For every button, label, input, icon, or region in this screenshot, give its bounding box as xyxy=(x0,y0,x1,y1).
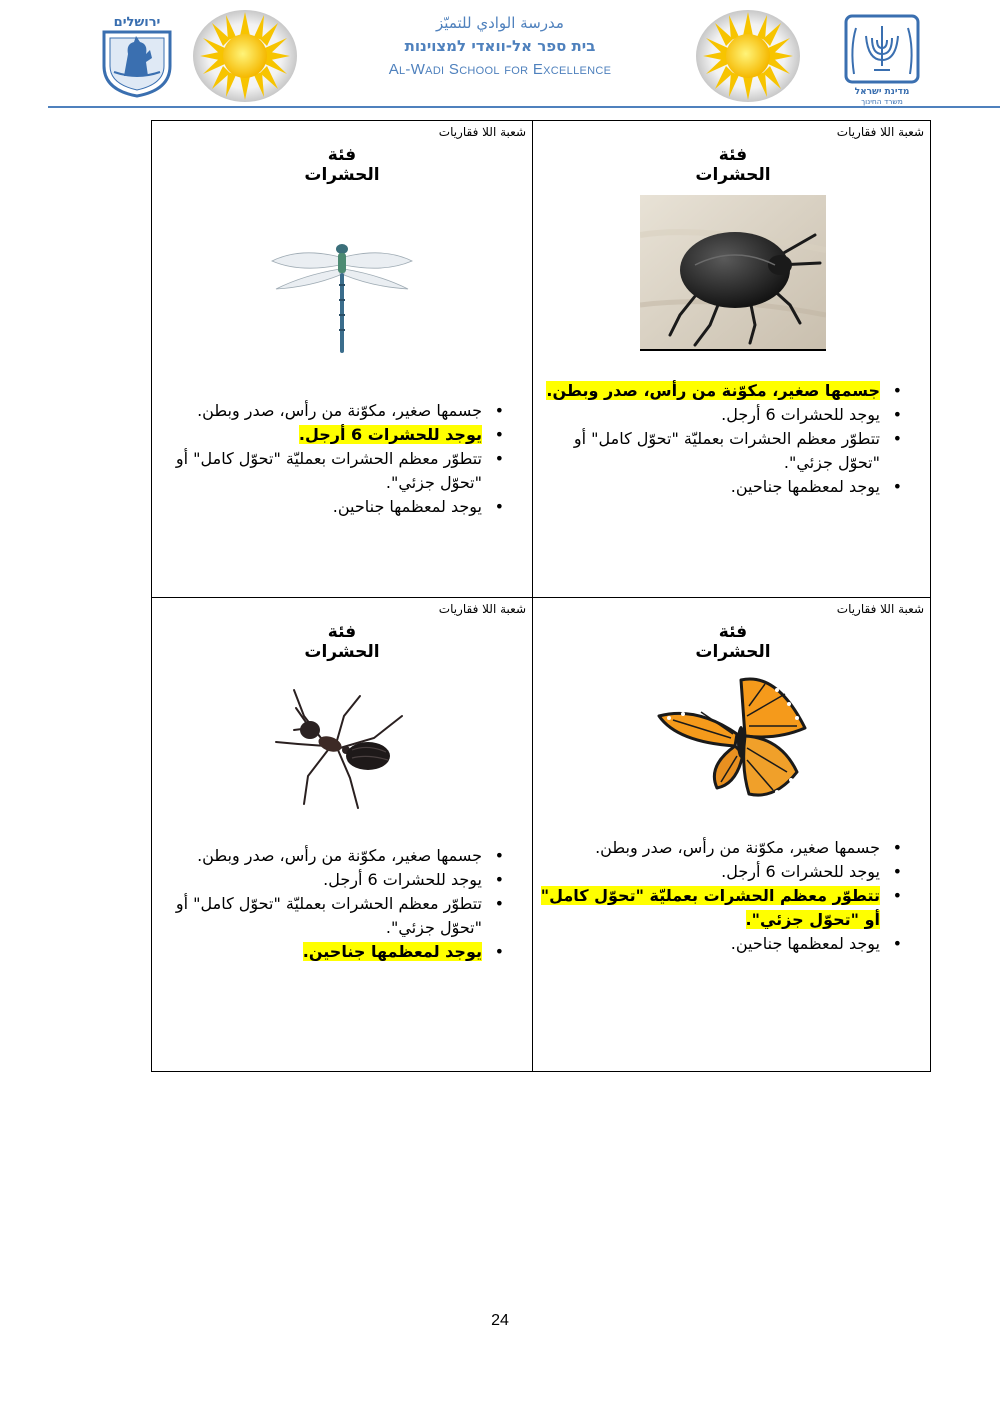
emblem-text-ministry: משרד החינוך xyxy=(861,97,903,106)
fact-item: • يوجد للحشرات 6 أرجل. xyxy=(170,868,500,892)
facts-list xyxy=(528,379,920,499)
beetle-image xyxy=(640,195,826,355)
class-title: فئة الحشرات xyxy=(304,622,380,662)
facts-list xyxy=(170,844,522,964)
header-divider xyxy=(48,106,1000,108)
school-name-arabic: مدرسة الوادي للتميّز xyxy=(436,14,564,32)
state-emblem-icon xyxy=(840,14,924,106)
card-beetle xyxy=(532,121,930,597)
card-dragonfly xyxy=(152,121,532,597)
school-name-english: Al-Wadi School for Excellence xyxy=(388,61,612,78)
school-name-hebrew: בית ספר אל-וואדי למצוינות xyxy=(404,37,596,55)
butterfly-image xyxy=(657,676,807,802)
page-number: 24 xyxy=(491,1312,509,1329)
fact-item: • يوجد لمعظمها جناحين. xyxy=(528,475,898,499)
jerusalem-logo-text: ירושלים xyxy=(113,15,161,30)
fact-item: • يوجد للحشرات 6 أرجل. xyxy=(528,403,898,427)
fact-item: • تتطوّر معظم الحشرات بعمليّة "تحوّل كامل" أو "تحوّل جزئي". xyxy=(170,892,500,940)
phylum-label: شعبة اللا فقاريات xyxy=(836,125,924,139)
school-name-block xyxy=(340,14,660,78)
emblem-text-state: מדינת ישראל xyxy=(854,87,910,97)
fact-item: • يوجد لمعظمها جناحين. xyxy=(170,940,500,964)
class-title: فئة الحشرات xyxy=(304,145,380,185)
class-title: فئة الحشرات xyxy=(695,145,771,185)
fact-item: • جسمها صغير، مكوّنة من رأس، صدر وبطن. xyxy=(170,399,500,423)
ant-image xyxy=(274,686,406,812)
fact-item: • جسمها صغير، مكوّنة من رأس، صدر وبطن. xyxy=(528,836,898,860)
fact-item: • يوجد للحشرات 6 أرجل. xyxy=(170,423,500,447)
fact-item: • يوجد لمعظمها جناحين. xyxy=(528,932,898,956)
phylum-label: شعبة اللا فقاريات xyxy=(836,602,924,616)
facts-list xyxy=(170,399,522,519)
fact-item: • تتطوّر معظم الحشرات بعمليّة "تحوّل كامل" أو "تحوّل جزئي". xyxy=(528,884,898,932)
facts-list xyxy=(528,836,920,956)
insects-table xyxy=(151,120,931,1072)
class-title: فئة الحشرات xyxy=(695,622,771,662)
phylum-label: شعبة اللا فقاريات xyxy=(438,125,526,139)
card-ant xyxy=(152,597,532,1071)
fact-item: • تتطوّر معظم الحشرات بعمليّة "تحوّل كامل" أو "تحوّل جزئي". xyxy=(170,447,500,495)
card-butterfly xyxy=(532,597,930,1071)
jerusalem-emblem-icon xyxy=(100,14,174,98)
dragonfly-image xyxy=(270,239,414,355)
fact-item: • جسمها صغير، مكوّنة من رأس، صدر وبطن. xyxy=(170,844,500,868)
sun-icon xyxy=(693,6,803,106)
fact-item: • يوجد لمعظمها جناحين. xyxy=(170,495,500,519)
sun-icon xyxy=(190,6,300,106)
fact-item: • تتطوّر معظم الحشرات بعمليّة "تحوّل كامل" أو "تحوّل جزئي". xyxy=(528,427,898,475)
phylum-label: شعبة اللا فقاريات xyxy=(438,602,526,616)
page-header xyxy=(0,0,1000,110)
fact-item: • يوجد للحشرات 6 أرجل. xyxy=(528,860,898,884)
fact-item: • جسمها صغير، مكوّنة من رأس، صدر وبطن. xyxy=(528,379,898,403)
